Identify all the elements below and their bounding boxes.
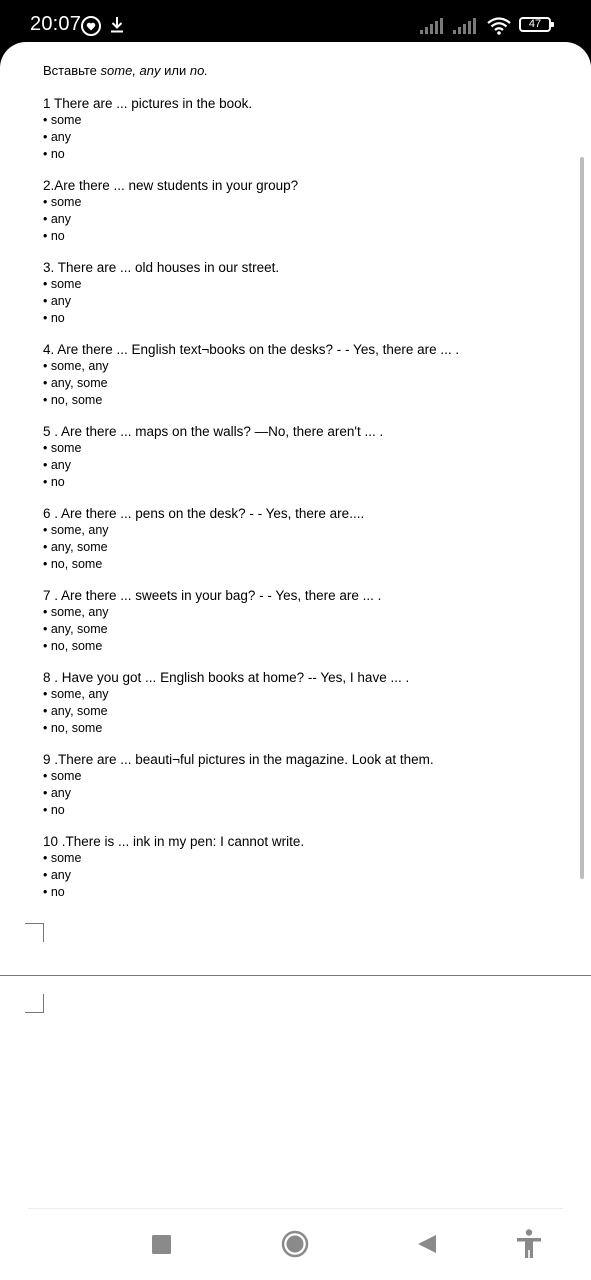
instruction-heading (43, 62, 563, 80)
question-block (43, 751, 563, 819)
question-block (43, 95, 563, 163)
answer-option: • no, some (43, 638, 563, 655)
question-block (43, 423, 563, 491)
answer-option: • any (43, 129, 563, 146)
recents-square-icon[interactable] (152, 1235, 171, 1259)
question-text: 2.Are there ... new students in your group? (43, 178, 299, 193)
heading-word1: some, any (100, 63, 161, 78)
answer-option: • no (43, 474, 563, 491)
answer-option: • some (43, 276, 563, 293)
heading-word2: no. (189, 63, 208, 78)
question-block (43, 669, 563, 737)
answer-option: • no (43, 884, 563, 901)
answer-option: • some (43, 112, 563, 129)
question-text: 7 . Are there ... sweets in your bag? - - Yes, there are ... . (43, 588, 382, 603)
answer-option: • some (43, 850, 563, 867)
answer-option: • any, some (43, 539, 563, 556)
question-list (43, 95, 563, 901)
wifi-icon (486, 16, 512, 41)
answer-option: • no (43, 146, 563, 163)
status-time: 20:07 (30, 13, 82, 35)
answer-option: • no (43, 228, 563, 245)
scrollbar[interactable] (580, 157, 584, 879)
answer-option: • no (43, 310, 563, 327)
back-triangle-icon[interactable] (417, 1234, 437, 1259)
battery-icon: 47 (519, 17, 551, 32)
answer-option: • some, any (43, 604, 563, 621)
question-block (43, 259, 563, 327)
answer-option: • any (43, 867, 563, 884)
question-block (43, 587, 563, 655)
page-corner-mark (25, 923, 44, 942)
heart-chat-icon (80, 15, 102, 42)
heading-prefix: Вставьте (43, 63, 101, 78)
answer-option: • some (43, 768, 563, 785)
download-icon (108, 15, 126, 40)
question-text: 10 .There is ... ink in my pen: I cannot write. (43, 834, 305, 849)
page-separator (0, 975, 591, 976)
accessibility-icon[interactable] (516, 1229, 542, 1264)
document-content (43, 62, 563, 915)
signal-icon (453, 18, 476, 34)
question-block (43, 341, 563, 409)
answer-option: • no, some (43, 392, 563, 409)
heading-middle: или (160, 63, 190, 78)
answer-option: • no, some (43, 720, 563, 737)
question-text: 4. Are there ... English text¬books on the desks? - - Yes, there are ... . (43, 342, 460, 357)
answer-option: • any (43, 457, 563, 474)
question-text: 6 . Are there ... pens on the desk? - - Yes, there are.... (43, 506, 365, 521)
answer-option: • any, some (43, 621, 563, 638)
answer-option: • any (43, 785, 563, 802)
answer-option: • any, some (43, 375, 563, 392)
question-text: 3. There are ... old houses in our street. (43, 260, 280, 275)
nav-divider (28, 1208, 563, 1209)
question-text: 1 There are ... pictures in the book. (43, 96, 253, 111)
answer-option: • some, any (43, 522, 563, 539)
document-sheet[interactable] (0, 42, 591, 1280)
answer-option: • any (43, 211, 563, 228)
question-text: 5 . Are there ... maps on the walls? —No, there aren't ... . (43, 424, 384, 439)
answer-option: • no (43, 802, 563, 819)
answer-option: • any, some (43, 703, 563, 720)
signal-icon (420, 18, 443, 34)
question-block (43, 177, 563, 245)
answer-option: • some, any (43, 686, 563, 703)
question-block (43, 505, 563, 573)
answer-option: • some (43, 440, 563, 457)
answer-option: • some (43, 194, 563, 211)
question-block (43, 833, 563, 901)
answer-option: • any (43, 293, 563, 310)
answer-option: • some, any (43, 358, 563, 375)
home-circle-icon[interactable] (281, 1230, 309, 1263)
question-text: 8 . Have you got ... English books at home? -- Yes, I have ... . (43, 670, 410, 685)
question-text: 9 .There are ... beauti¬ful pictures in the magazine. Look at them. (43, 752, 434, 767)
page-corner-mark (25, 994, 44, 1013)
answer-option: • no, some (43, 556, 563, 573)
